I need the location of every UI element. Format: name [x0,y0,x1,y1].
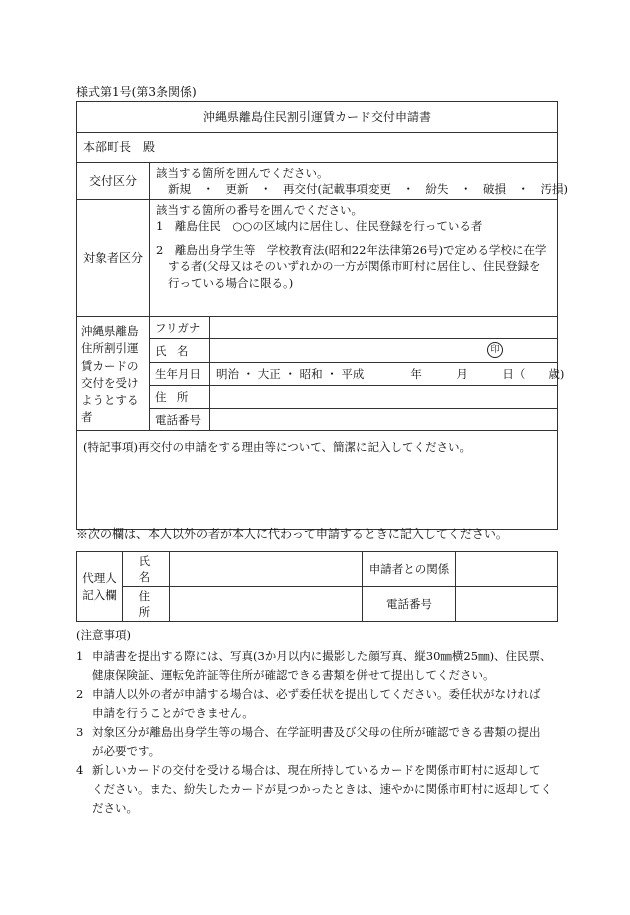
address-field[interactable] [210,386,558,409]
furigana-field[interactable] [210,317,558,339]
furigana-label: フリガナ [150,317,210,339]
target-option-2-cont: する者(父母又はそのいずれかの一方が関係市町村に居住し、住民登録を [168,259,541,274]
agent-name-field[interactable] [170,552,363,587]
agent-phone-label: 電話番号 [363,587,456,622]
agent-phone-field[interactable] [456,587,558,622]
addressee: 本部町長 殿 [77,133,558,163]
notes-section [76,626,566,818]
agent-relationship-field[interactable] [456,552,558,587]
note-item: 2 申請人以外の者が申請する場合は、必ず委任状を提出してください。委任状がなければ 申請を行うことができません。 [76,687,541,720]
special-notes-field[interactable] [77,431,558,530]
note-item: 4 新しいカードの交付を受ける場合は、現在所持しているカードを関係市町村に返却して ください。また、紛失したカードが見つかったときは、速やかに関係市町村に返却してく ださい。 [76,763,552,815]
agent-name-label: 氏名 [123,552,170,587]
address-label: 住所 [150,386,210,409]
application-form [76,101,568,530]
target-option-2-cont: 行っている場合に限る。) [168,275,294,290]
form-number: 様式第1号(第3条関係) [76,85,197,99]
special-notes-label: (特記事項)再交付の申請をする理由等について、簡潔に記入してください。 [83,440,472,455]
target-option-1[interactable]: 1 離島住民 ○○の区域内に居住し、住民登録を行っている者 [156,219,483,234]
applicant-section-header: 沖縄県離島 住所割引運 賃カードの 交付を受け ようとする 者 [77,317,150,431]
agent-address-label: 住所 [123,587,170,622]
issue-category-instruction: 該当する箇所を囲んでください。 [156,166,329,180]
target-category-label: 対象者区分 [77,200,150,317]
phone-label: 電話番号 [150,409,210,431]
name-field[interactable] [210,339,558,363]
name-label: 氏名 [150,339,210,363]
notes-title: (注意事項) [76,628,131,642]
agent-address-field[interactable] [170,587,363,622]
note-item: 1 申請書を提出する際には、写真(3か月以内に撮影した顔写真、縦30㎜横25㎜)、住民票、 健康保険証、運転免許証等住所が確認できる書類を併せて提出してください。 [76,649,552,682]
agent-relationship-label: 申請者との関係 [363,552,456,587]
note-item: 3 対象区分が離島出身学生等の場合、在学証明書及び父母の住所が確認できる書類の提出 が必要です。 [76,725,541,758]
dob-field[interactable]: 明治 ・ 大正 ・ 昭和 ・ 平成 年 月 日（ 歳) [210,363,558,386]
agent-notice: ※次の欄は、本人以外の者が本人に代わって申請するときに記入してください。 [76,527,508,541]
issue-category-field[interactable] [150,163,568,200]
issue-category-options[interactable]: 新規 ・ 更新 ・ 再交付(記載事項変更 ・ 紛失 ・ 破損 ・ 汚損) [168,182,568,197]
phone-field[interactable] [210,409,558,431]
target-category-field[interactable] [150,200,558,317]
agent-section-header: 代理人 記入欄 [77,552,123,622]
target-option-2[interactable]: 2 離島出身学生等 学校教育法(昭和22年法律第26号)で定める学校に在学 [156,243,547,258]
seal-mark: 印 [487,342,503,358]
target-category-instruction: 該当する箇所の番号を囲んでください。 [156,203,363,218]
dob-label: 生年月日 [150,363,210,386]
agent-section [76,551,558,622]
form-title: 沖縄県離島住民割引運賃カード交付申請書 [77,102,558,133]
issue-category-label: 交付区分 [77,163,150,200]
